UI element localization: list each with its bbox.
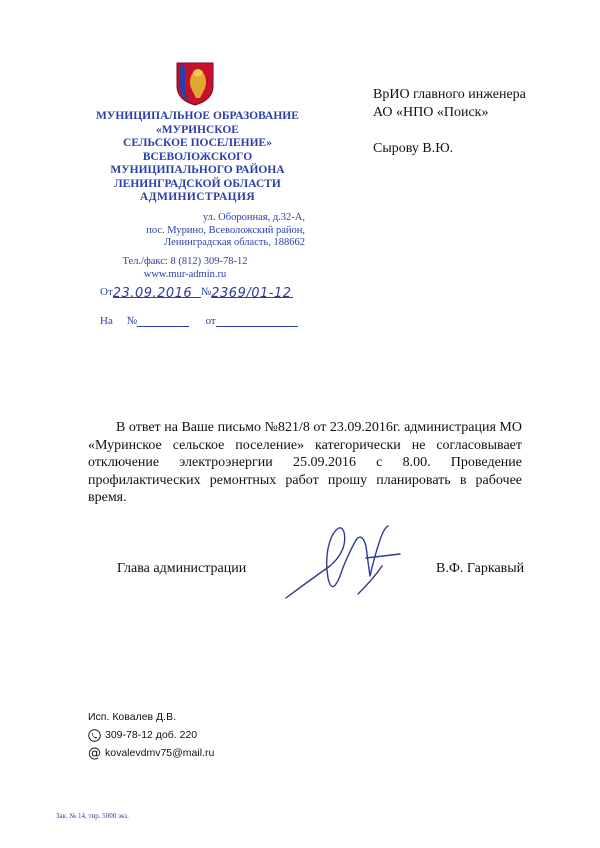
to-label: На — [100, 315, 113, 327]
from-label: От — [100, 286, 113, 298]
org-line: ЛЕНИНГРАДСКОЙ ОБЛАСТИ — [114, 177, 281, 190]
handwritten-signature — [270, 518, 410, 608]
address-line: Ленинградская область, 188662 — [164, 237, 305, 248]
body-paragraph: В ответ на Ваше письмо №821/8 от 23.09.2016г. администрация МО «Муринское сельское поселение» категорически не согласовывает отключение электроэнергии 25.09.2016 с 8.00. Проведение профилактических ремонтных работ прошу планировать в рабочее время. — [88, 420, 522, 505]
executor-block — [88, 710, 214, 764]
at-sign-icon: @ — [88, 745, 101, 761]
executor-phone: 309-78-12 доб. 220 — [105, 729, 198, 741]
website: www.mur-admin.ru — [143, 268, 227, 280]
incoming-reference — [100, 315, 298, 327]
address-line: пос. Мурино, Всеволожский район, — [146, 224, 305, 236]
signatory-title: Глава администрации — [117, 561, 247, 576]
outgoing-date: 23.09.2016 — [112, 286, 193, 301]
outgoing-registration — [100, 286, 293, 301]
address-block — [90, 212, 305, 250]
addressee-company: АО «НПО «Поиск» — [373, 105, 489, 120]
org-line: «МУРИНСКОЕ — [156, 123, 239, 136]
phone-icon — [88, 729, 101, 742]
outgoing-number: 2369/01-12 — [211, 286, 292, 301]
number-label: № — [126, 315, 138, 327]
print-info: Зак. № 14, тир. 5000 экз. — [56, 812, 129, 820]
date-label: от — [205, 315, 216, 327]
executor-name: Исп. Ковалев Д.В. — [88, 711, 176, 723]
executor-email[interactable]: kovalevdmv75@mail.ru — [105, 747, 215, 759]
phone-fax: Тел./факс: 8 (812) 309-78-12 — [122, 256, 248, 267]
contact-block — [90, 256, 280, 281]
org-line: ВСЕВОЛОЖСКОГО — [142, 150, 253, 163]
addressee-position: ВрИО главного инженера — [373, 87, 526, 102]
addressee-block — [373, 86, 526, 158]
org-line: МУНИЦИПАЛЬНОЕ ОБРАЗОВАНИЕ — [96, 110, 299, 122]
number-blank — [137, 315, 189, 327]
signatory-name: В.Ф. Гаркавый — [436, 561, 525, 576]
letter-body — [88, 419, 522, 507]
number-label: № — [200, 286, 212, 298]
date-blank — [216, 315, 298, 327]
administration-title: АДМИНИСТРАЦИЯ — [139, 191, 256, 203]
coat-of-arms-icon — [173, 60, 217, 106]
organization-name — [90, 110, 305, 191]
org-line: СЕЛЬСКОЕ ПОСЕЛЕНИЕ» — [123, 137, 272, 149]
addressee-name: Сырову В.Ю. — [373, 141, 454, 156]
address-line: ул. Оборонная, д.32-А, — [202, 212, 305, 223]
org-line: МУНИЦИПАЛЬНОГО РАЙОНА — [110, 164, 285, 176]
